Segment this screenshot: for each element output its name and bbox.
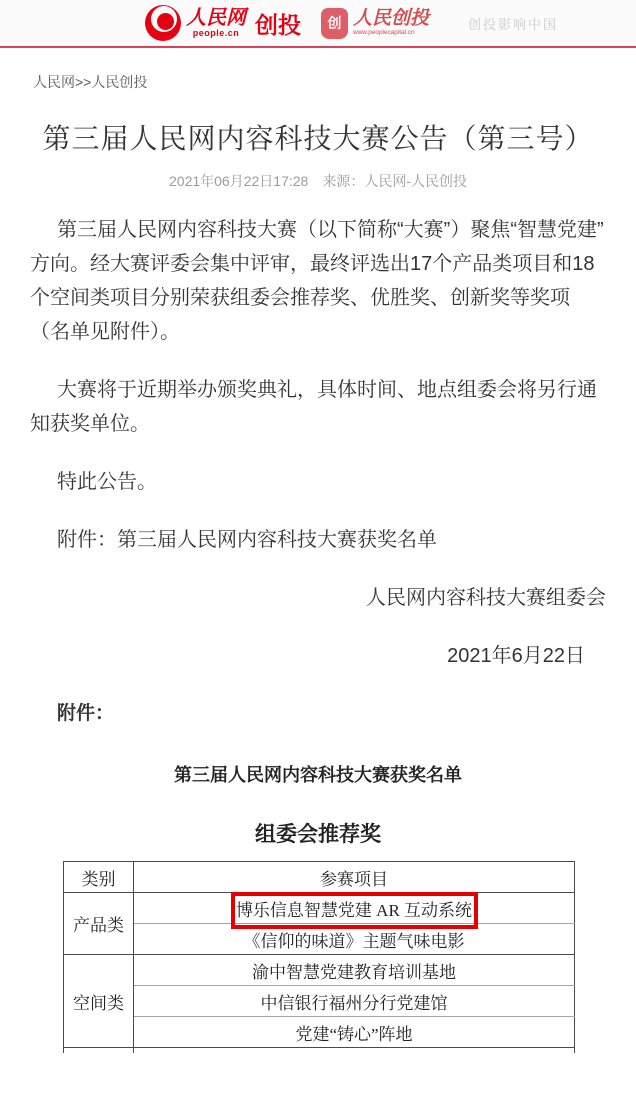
attachment-label: 附件： [57,703,115,724]
paragraph-ceremony: 大赛将于近期举办颁奖典礼，具体时间、地点组委会将另行通知获奖单位。 [30,379,597,435]
table-cutoff-row [63,1048,575,1053]
project-cell-highlighted: 博乐信息智慧党建 AR 互动系统 [134,893,575,924]
table-row [64,893,575,924]
table-row [64,986,575,1017]
meta-datetime: 2021年06月22日17:28 [169,173,309,189]
people-capital-seal-icon[interactable]: 创 [321,8,348,39]
people-capital-logo[interactable] [353,9,430,37]
category-cell-product: 产品类 [64,893,134,955]
article-title: 第三届人民网内容科技大赛公告（第三号） [42,123,594,154]
project-cell: 《信仰的味道》主题气味电影 [134,924,575,955]
header-slogan: 创投影响中国 [467,16,558,32]
paragraph-notice: 特此公告。 [57,471,157,493]
signature-line: 人民网内容科技大赛组委会 [366,587,606,609]
breadcrumb-link-root[interactable]: 人民网 [33,74,75,90]
paragraph-intro: 第三届人民网内容科技大赛（以下简称“大赛”）聚焦“智慧党建”方向。经大赛评委会集中评审，最终评选出17个产品类项目和18个空间类项目分别荣获组委会推荐奖、优胜奖、创新奖等奖项（名单见附件）。 [30,219,604,343]
table-header-row [64,862,575,893]
people-capital-url: www.peoplecapital.cn [353,28,415,36]
site-header [0,0,636,48]
logo-row [145,5,558,41]
attachment-title: 第三届人民网内容科技大赛获奖名单 [174,765,462,785]
table-header-project: 参赛项目 [134,862,575,893]
people-cn-globe-icon[interactable] [145,5,181,41]
table-row [64,955,575,986]
article-meta [30,171,606,191]
table-cutoff-divider [133,1048,134,1053]
breadcrumb [33,72,636,92]
category-cell-space: 空间类 [64,955,134,1048]
meta-source-link[interactable]: 来源：人民网-人民创投 [322,173,467,189]
award-table-wrap [63,861,575,1048]
venture-unit-label[interactable]: 创投 [255,11,301,38]
award-section-title: 组委会推荐奖 [255,823,381,846]
sign-date-line: 2021年6月22日 [447,645,585,667]
project-cell: 中信银行福州分行党建馆 [134,986,575,1017]
award-table [63,861,575,1048]
people-capital-wordmark: 人民创投 [353,8,430,29]
people-cn-wordmark: 人民网 [186,7,246,29]
paragraph-attachment-ref: 附件：第三届人民网内容科技大赛获奖名单 [57,529,437,551]
breadcrumb-separator: >> [75,74,92,90]
people-cn-domain: people.cn [192,28,240,38]
project-cell: 党建“铸心”阵地 [134,1017,575,1048]
project-cell: 渝中智慧党建教育培训基地 [134,955,575,986]
breadcrumb-link-current[interactable]: 人民创投 [91,74,148,90]
article-body [30,213,606,731]
table-row [64,1017,575,1048]
article [0,117,636,1053]
table-header-category: 类别 [64,862,134,893]
table-row [64,924,575,955]
people-cn-logo[interactable] [186,8,246,38]
